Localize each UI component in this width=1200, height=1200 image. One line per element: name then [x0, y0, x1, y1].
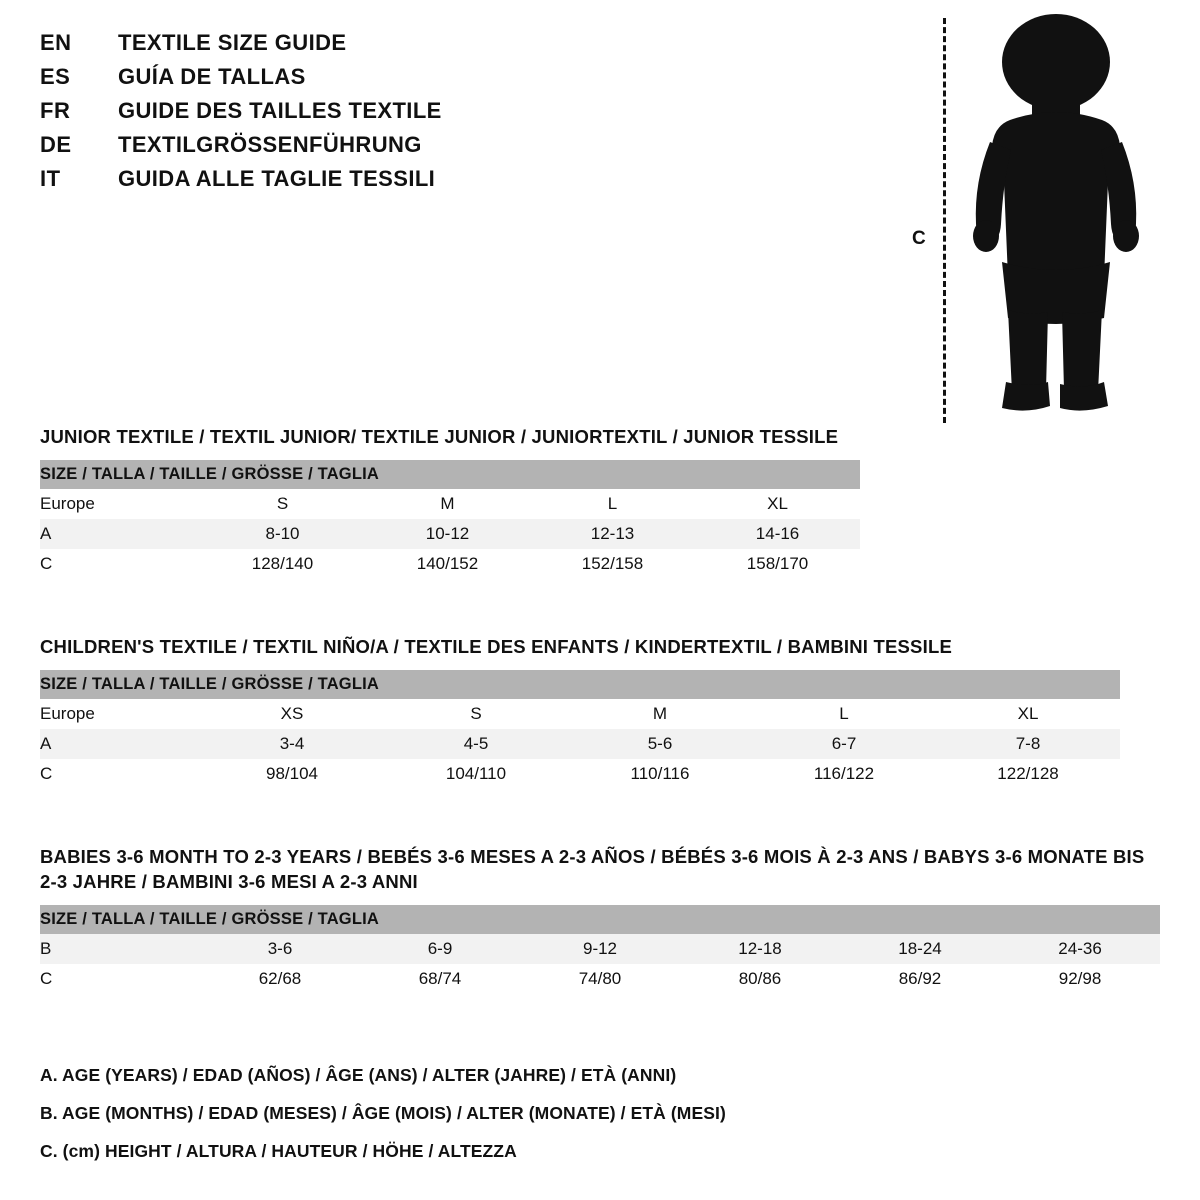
language-title: GUIDE DES TAILLES TEXTILE — [118, 98, 442, 123]
row-value: 104/110 — [384, 759, 568, 789]
row-value: 10-12 — [365, 519, 530, 549]
row-key: C — [40, 759, 200, 789]
size-table-junior — [40, 460, 860, 579]
row-value: 3-6 — [200, 934, 360, 964]
table-header-row — [40, 489, 860, 519]
child-silhouette-icon — [950, 10, 1160, 425]
language-row — [40, 30, 840, 56]
language-title: TEXTILE SIZE GUIDE — [118, 30, 347, 55]
row-value: 12-13 — [530, 519, 695, 549]
language-code: ES — [40, 64, 71, 89]
legend-line-c: C. (cm) HEIGHT / ALTURA / HAUTEUR / HÖHE / ALTEZZA — [40, 1141, 517, 1161]
language-title: GUÍA DE TALLAS — [118, 64, 306, 89]
table-row — [40, 759, 1120, 789]
row-key: C — [40, 964, 200, 994]
size-header: S — [384, 699, 568, 729]
row-value: 5-6 — [568, 729, 752, 759]
row-value: 86/92 — [840, 964, 1000, 994]
row-value: 7-8 — [936, 729, 1120, 759]
size-header: L — [530, 489, 695, 519]
row-value: 4-5 — [384, 729, 568, 759]
legend-line-a: A. AGE (YEARS) / EDAD (AÑOS) / ÂGE (ANS) / ALTER (JAHRE) / ETÀ (ANNI) — [40, 1065, 677, 1085]
table-row — [40, 964, 1160, 994]
section-title: CHILDREN'S TEXTILE / TEXTIL NIÑO/A / TEXTILE DES ENFANTS / KINDERTEXTIL / BAMBINI TESSILE — [40, 636, 952, 657]
size-header: XL — [695, 489, 860, 519]
height-marker-label: C — [912, 228, 926, 249]
table-row — [40, 934, 1160, 964]
child-figure — [900, 10, 1160, 430]
row-value: 152/158 — [530, 549, 695, 579]
language-title: GUIDA ALLE TAGLIE TESSILI — [118, 166, 436, 191]
row-value: 128/140 — [200, 549, 365, 579]
height-dashed-line — [943, 18, 946, 423]
row-key: B — [40, 934, 200, 964]
table-row — [40, 729, 1120, 759]
row-value: 62/68 — [200, 964, 360, 994]
table-band-row — [40, 670, 1120, 699]
band-label: SIZE / TALLA / TAILLE / GRÖSSE / TAGLIA — [40, 460, 860, 489]
row-value: 8-10 — [200, 519, 365, 549]
row-value: 116/122 — [752, 759, 936, 789]
language-row — [40, 166, 840, 192]
language-row — [40, 98, 840, 124]
section-children-textile — [40, 635, 1160, 789]
size-table-babies — [40, 905, 1160, 994]
region-label: Europe — [40, 699, 200, 729]
row-value: 68/74 — [360, 964, 520, 994]
language-code: IT — [40, 166, 61, 191]
table-band-row — [40, 460, 860, 489]
row-key: A — [40, 729, 200, 759]
row-value: 158/170 — [695, 549, 860, 579]
language-code: EN — [40, 30, 72, 55]
size-header: M — [365, 489, 530, 519]
language-row — [40, 132, 840, 158]
size-table-children — [40, 670, 1120, 789]
row-value: 14-16 — [695, 519, 860, 549]
size-header: XL — [936, 699, 1120, 729]
row-value: 9-12 — [520, 934, 680, 964]
row-value: 3-4 — [200, 729, 384, 759]
region-label: Europe — [40, 489, 200, 519]
table-header-row — [40, 699, 1120, 729]
row-value: 110/116 — [568, 759, 752, 789]
table-band-row — [40, 905, 1160, 934]
language-title-block — [40, 30, 840, 200]
section-title: BABIES 3-6 MONTH TO 2-3 YEARS / BEBÉS 3-6 MESES A 2-3 AÑOS / BÉBÉS 3-6 MOIS À 2-3 ANS / BABYS 3-6 MONATE BIS 2-3 JAHRE / BAMBINI 3-6 MESI A 2-3 ANNI — [40, 846, 1145, 892]
band-label: SIZE / TALLA / TAILLE / GRÖSSE / TAGLIA — [40, 905, 1160, 934]
row-value: 74/80 — [520, 964, 680, 994]
language-row — [40, 64, 840, 90]
section-title: JUNIOR TEXTILE / TEXTIL JUNIOR/ TEXTILE JUNIOR / JUNIORTEXTIL / JUNIOR TESSILE — [40, 426, 839, 447]
row-value: 80/86 — [680, 964, 840, 994]
language-title: TEXTILGRÖSSENFÜHRUNG — [118, 132, 422, 157]
table-row — [40, 549, 860, 579]
row-value: 98/104 — [200, 759, 384, 789]
size-header: S — [200, 489, 365, 519]
table-row — [40, 519, 860, 549]
row-value: 18-24 — [840, 934, 1000, 964]
row-value: 6-9 — [360, 934, 520, 964]
row-value: 140/152 — [365, 549, 530, 579]
row-value: 92/98 — [1000, 964, 1160, 994]
row-value: 6-7 — [752, 729, 936, 759]
row-key: A — [40, 519, 200, 549]
legend-block — [40, 1065, 1140, 1179]
row-value: 12-18 — [680, 934, 840, 964]
row-value: 122/128 — [936, 759, 1120, 789]
size-header: M — [568, 699, 752, 729]
section-junior-textile — [40, 425, 1160, 579]
row-value: 24-36 — [1000, 934, 1160, 964]
row-key: C — [40, 549, 200, 579]
language-code: DE — [40, 132, 72, 157]
legend-line-b: B. AGE (MONTHS) / EDAD (MESES) / ÂGE (MOIS) / ALTER (MONATE) / ETÀ (MESI) — [40, 1103, 726, 1123]
size-header: XS — [200, 699, 384, 729]
size-header: L — [752, 699, 936, 729]
language-code: FR — [40, 98, 71, 123]
band-label: SIZE / TALLA / TAILLE / GRÖSSE / TAGLIA — [40, 670, 1120, 699]
section-babies-textile — [40, 845, 1160, 994]
